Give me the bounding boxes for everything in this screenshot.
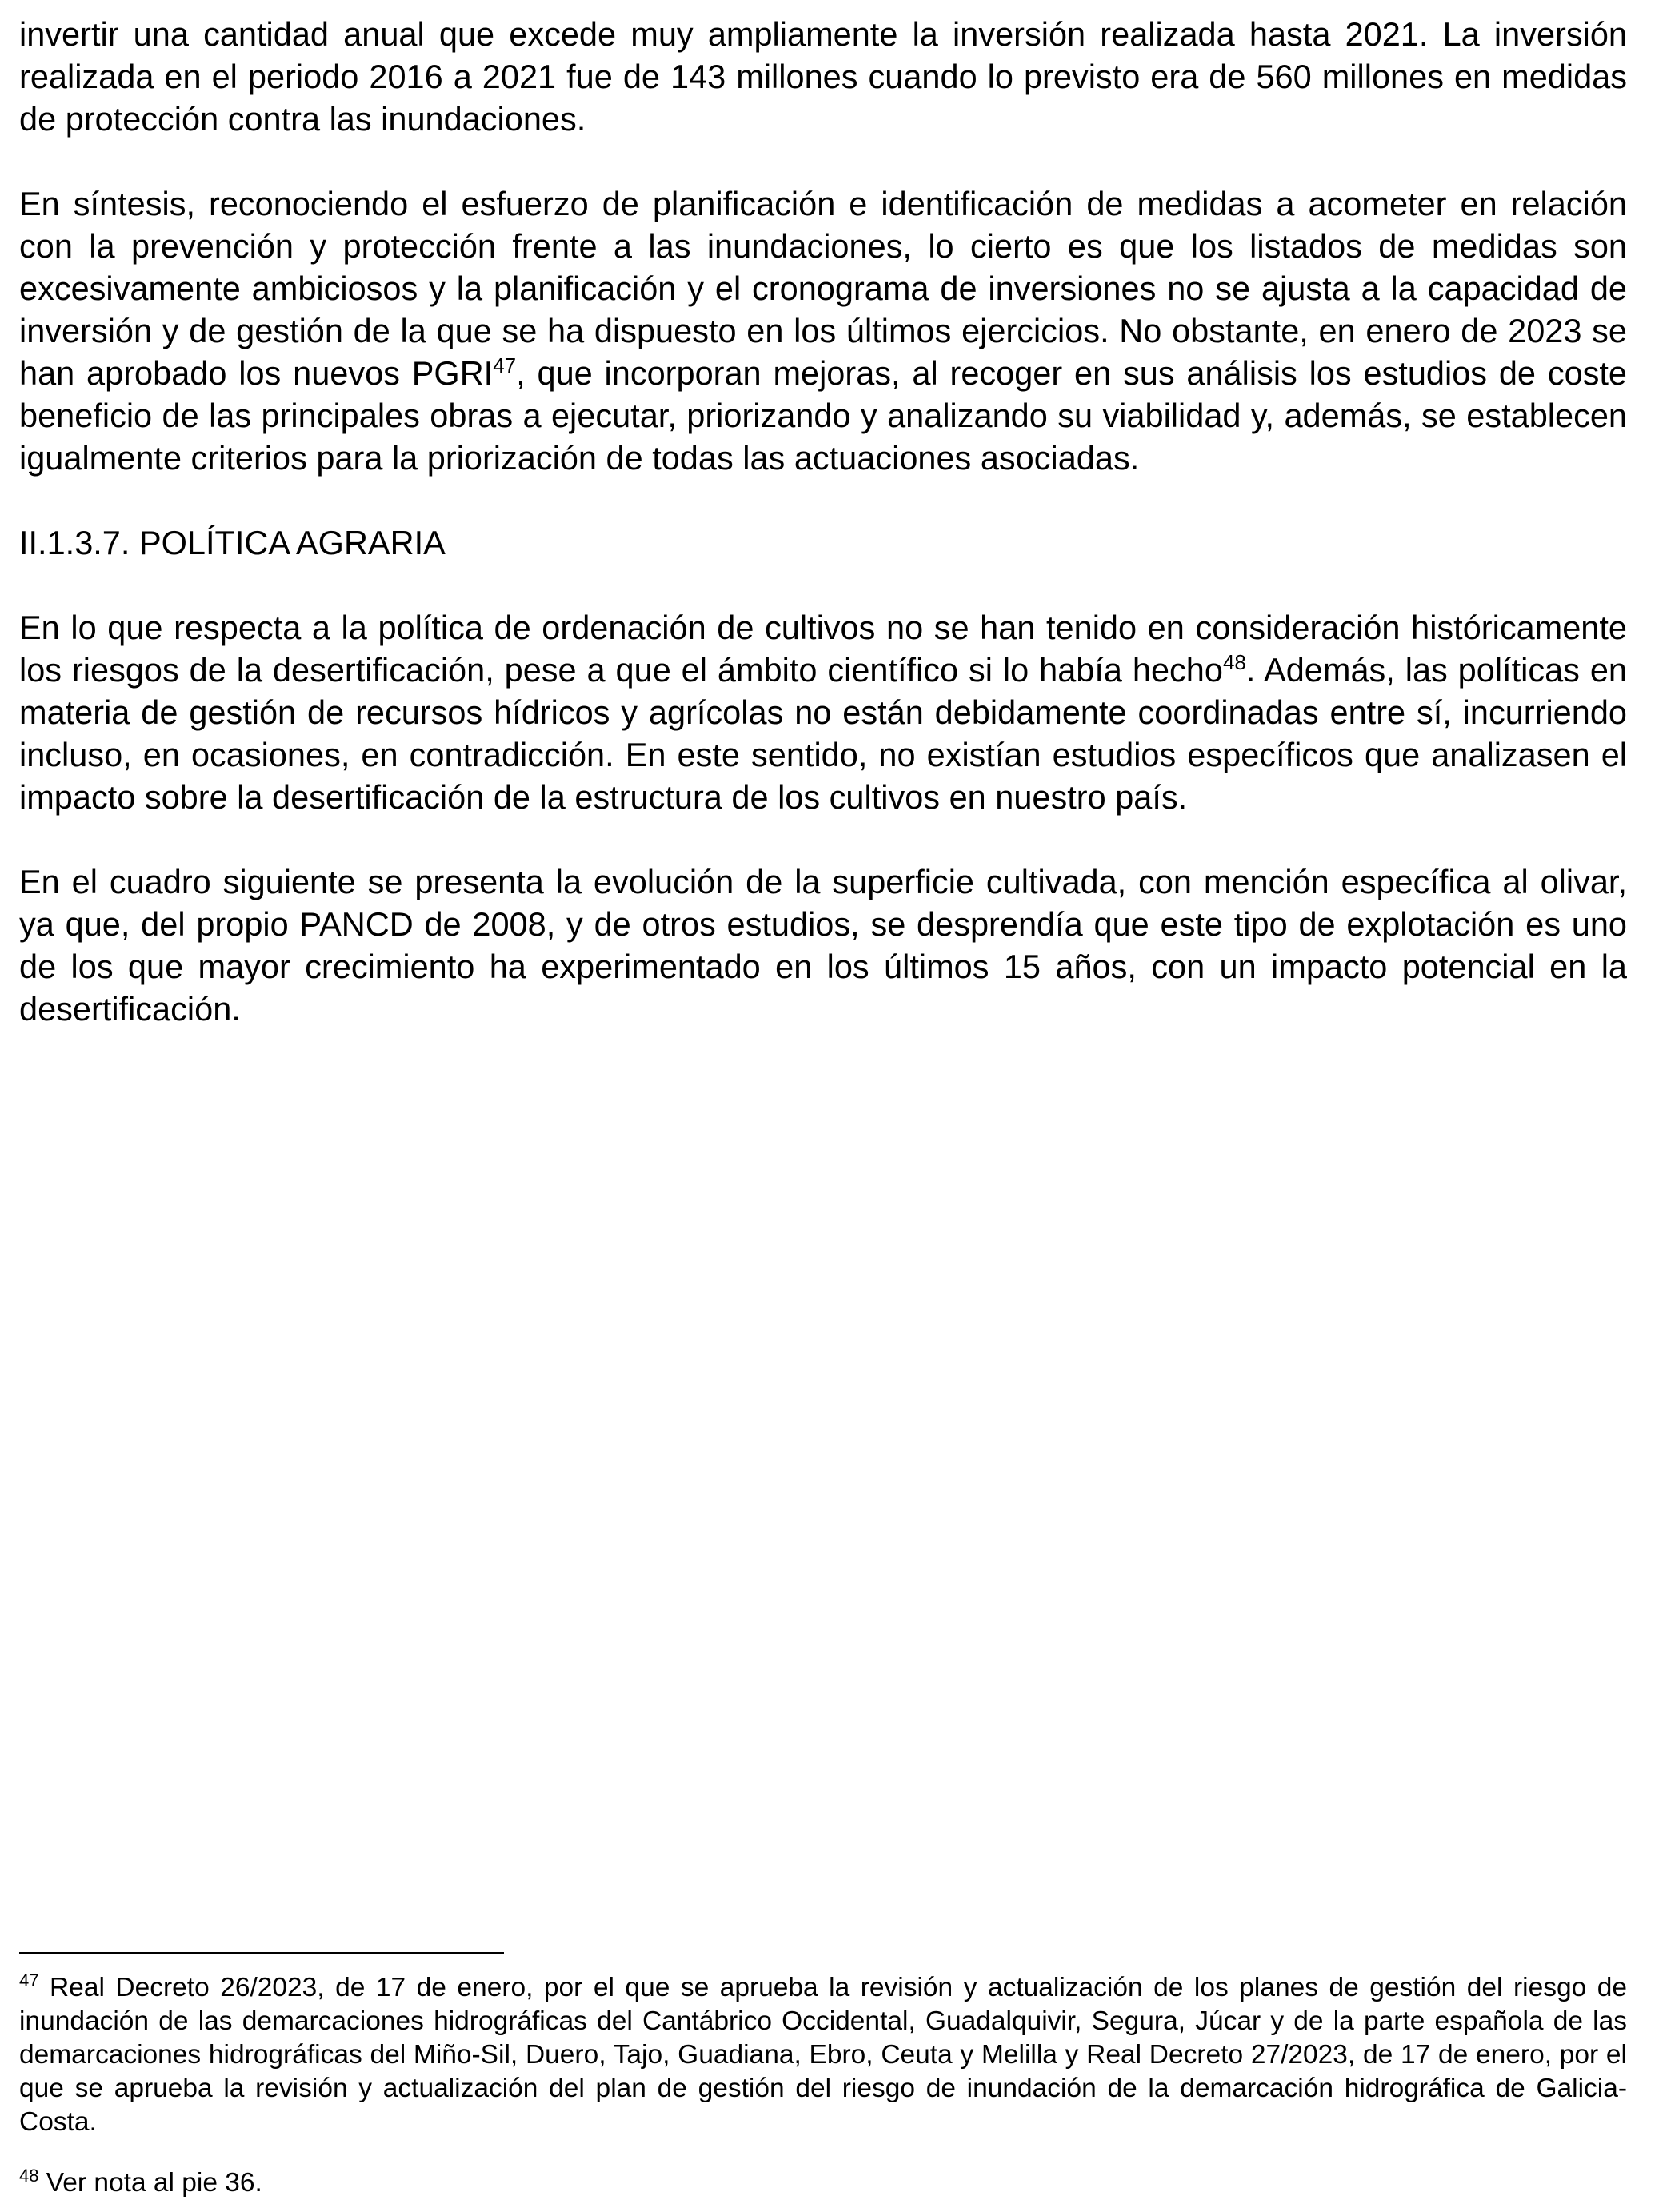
paragraph-sintesis xyxy=(19,182,1627,479)
footnote-ref-48[interactable]: 48 xyxy=(1222,650,1246,675)
paragraph-spacer xyxy=(19,564,1627,606)
footnote-ref-47[interactable]: 47 xyxy=(493,353,517,378)
paragraph-inversion: invertir una cantidad anual que excede muy ampliamente la inversión realizada hasta 2021. La inversión realizada en el periodo 2016 a 2021 fue de 143 millones cuando lo previsto era de 560 millones en medidas de protección contra las inundaciones. xyxy=(19,15,1627,138)
paragraph-spacer xyxy=(19,818,1627,860)
footnote-separator xyxy=(19,1952,504,1954)
footnote-text: Real Decreto 26/2023, de 17 de enero, por el que se aprueba la revisión y actualización de los planes de gestión del riesgo de inundación de las demarcaciones hidrográficas del Cantábrico Occidental, Guadalquivir, Segura, Júcar y de la parte española de las demarcaciones hidrográficas del Miño-Sil, Duero, Tajo, Guadiana, Ebro, Ceuta y Melilla y Real Decreto 27/2023, de 17 de enero, por el que se aprueba la revisión y actualización del plan de gestión del riesgo de inundación de la demarcación hidrográfica de Galicia-Costa. xyxy=(19,1973,1627,2137)
paragraph-cuadro-siguiente: En el cuadro siguiente se presenta la evolución de la superficie cultivada, con mención específica al olivar, ya que, del propio PANCD de 2008, y de otros estudios, se desprendía que este tipo de explotación es uno de los que mayor crecimiento ha experimentado en los últimos 15 años, con un impacto potencial en la desertificación. xyxy=(19,863,1627,1028)
footnote-48 xyxy=(19,2166,1627,2200)
footnote-number: 47 xyxy=(19,1970,39,1990)
paragraph-text: . Además, las políticas en materia de gestión de recursos hídricos y agrícolas no están debidamente coordinadas entre sí, incurriendo incluso, en ocasiones, en contradicción. En este sentido, no existían estudios específicos que analizasen el impacto sobre la desertificación de la estructura de los cultivos en nuestro país. xyxy=(19,651,1627,816)
paragraph-ordenacion-cultivos xyxy=(19,606,1627,818)
footnote-number: 48 xyxy=(19,2165,39,2186)
paragraph-spacer xyxy=(19,140,1627,182)
paragraph-text: En síntesis, reconociendo el esfuerzo de planificación e identificación de medidas a acometer en relación con la prevención y protección frente a las inundaciones, lo cierto es que los listados de medidas son excesivamente ambiciosos y la planificación y el cronograma de inversiones no se ajusta a la capacidad de inversión y de gestión de la que se ha dispuesto en los últimos ejercicios. No obstante, en enero de 2023 se han aprobado los nuevos PGRI xyxy=(19,185,1627,392)
paragraph-spacer xyxy=(19,479,1627,521)
footnote-text: Ver nota al pie 36. xyxy=(38,2168,262,2198)
footnotes-section xyxy=(19,1952,1627,2200)
paragraph-text: En lo que respecta a la política de ordenación de cultivos no se han tenido en consideración históricamente los riesgos de la desertificación, pese a que el ámbito científico si lo había hecho xyxy=(19,609,1627,689)
section-heading: II.1.3.7. POLÍTICA AGRARIA xyxy=(19,524,446,561)
paragraph-text: , que incorporan mejoras, al recoger en sus análisis los estudios de coste beneficio de las principales obras a ejecutar, priorizando y analizando su viabilidad y, además, se establecen igualmente criterios para la priorización de todas las actuaciones asociadas. xyxy=(19,354,1628,477)
document-body xyxy=(19,13,1627,1030)
footnote-spacer xyxy=(19,2139,1627,2166)
footnote-47 xyxy=(19,1971,1627,2139)
